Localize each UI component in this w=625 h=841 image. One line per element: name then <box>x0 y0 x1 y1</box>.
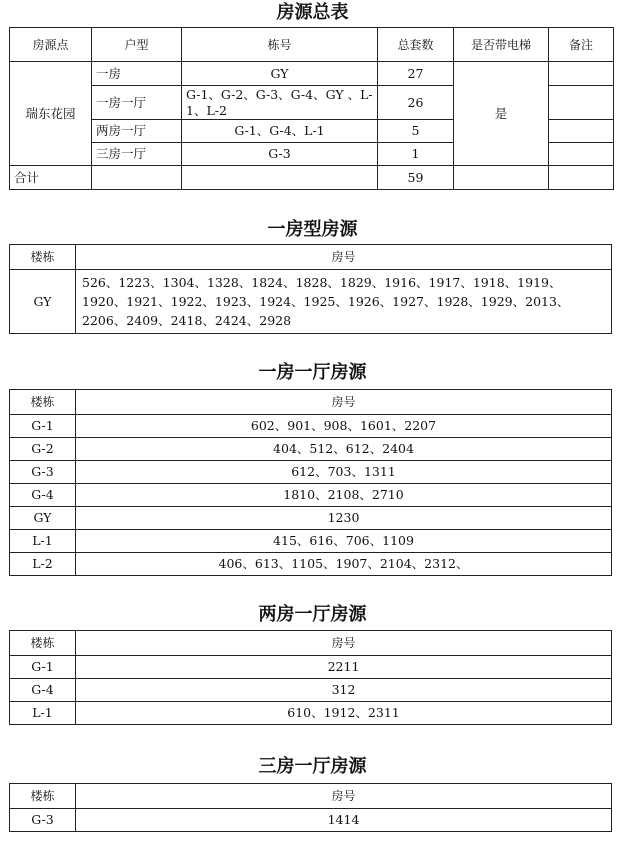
building-cell: GY <box>10 270 76 334</box>
notes-cell <box>549 62 614 86</box>
room-numbers-cell: 415、616、706、1109 <box>76 530 612 553</box>
building-cell: GY <box>10 507 76 530</box>
two-room-one-hall-table <box>9 630 612 725</box>
building-cell: G-4 <box>10 484 76 507</box>
table-row <box>10 415 612 438</box>
total-label: 合计 <box>10 166 92 190</box>
notes-cell <box>549 120 614 143</box>
unit-type: 一房 <box>92 62 182 86</box>
three-room-one-hall-header-row <box>10 784 612 809</box>
table-row <box>10 270 612 334</box>
building-cell: G-4 <box>10 679 76 702</box>
unit-type: 三房一厅 <box>92 143 182 166</box>
table-row <box>10 461 612 484</box>
table-row <box>10 702 612 725</box>
building-cell: L-1 <box>10 702 76 725</box>
one-room-table <box>9 244 612 334</box>
table-row <box>10 507 612 530</box>
room-numbers-cell: 602、901、908、1601、2207 <box>76 415 612 438</box>
two-room-one-hall-header-row <box>10 631 612 656</box>
header-building: 楼栋 <box>10 631 76 656</box>
one-room-one-hall-title: 一房一厅房源 <box>258 362 367 383</box>
building-cell: G-2 <box>10 438 76 461</box>
room-numbers-cell: 1810、2108、2710 <box>76 484 612 507</box>
elevator-value: 是 <box>454 62 549 166</box>
one-room-title: 一房型房源 <box>267 219 358 240</box>
unit-type: 两房一厅 <box>92 120 182 143</box>
two-room-one-hall-title: 两房一厅房源 <box>258 604 367 625</box>
room-numbers-cell: 2211 <box>76 656 612 679</box>
room-numbers-cell: 526、1223、1304、1328、1824、1828、1829、1916、1917、1918、1919、1920、1921、1922、1923、1924、1925、1926、1927、1928、1929、2013、2206、2409、2418、2424、2928 <box>76 270 612 334</box>
empty-cell <box>454 166 549 190</box>
table-row <box>10 62 614 86</box>
building-cell: G-1 <box>10 415 76 438</box>
header-building: 楼栋 <box>10 245 76 270</box>
building-cell: L-1 <box>10 530 76 553</box>
table-row <box>10 484 612 507</box>
header-room-numbers: 房号 <box>76 784 612 809</box>
header-room-numbers: 房号 <box>76 245 612 270</box>
empty-cell <box>182 166 378 190</box>
building-list: G-3 <box>182 143 378 166</box>
room-numbers-cell: 610、1912、2311 <box>76 702 612 725</box>
header-notes: 备注 <box>549 28 614 62</box>
building-cell: L-2 <box>10 553 76 576</box>
total-row <box>10 166 614 190</box>
one-room-one-hall-table <box>9 389 612 576</box>
unit-count: 1 <box>378 143 454 166</box>
building-cell: G-3 <box>10 461 76 484</box>
room-numbers-cell: 406、613、1105、1907、2104、2312、 <box>76 553 612 576</box>
three-room-one-hall-table <box>9 783 612 832</box>
room-numbers-cell: 1230 <box>76 507 612 530</box>
room-numbers-cell: 404、512、612、2404 <box>76 438 612 461</box>
building-list: GY <box>182 62 378 86</box>
notes-cell <box>549 86 614 120</box>
three-room-one-hall-title: 三房一厅房源 <box>258 756 367 777</box>
header-site: 房源点 <box>10 28 92 62</box>
building-cell: G-3 <box>10 809 76 832</box>
one-room-one-hall-header-row <box>10 390 612 415</box>
unit-type: 一房一厅 <box>92 86 182 120</box>
empty-cell <box>549 166 614 190</box>
header-type: 户型 <box>92 28 182 62</box>
room-numbers-cell: 612、703、1311 <box>76 461 612 484</box>
summary-title: 房源总表 <box>276 2 349 23</box>
summary-table <box>9 27 614 190</box>
table-row <box>10 438 612 461</box>
table-row <box>10 553 612 576</box>
header-buildings: 栋号 <box>182 28 378 62</box>
room-numbers-cell: 1414 <box>76 809 612 832</box>
table-row <box>10 809 612 832</box>
header-count: 总套数 <box>378 28 454 62</box>
header-building: 楼栋 <box>10 784 76 809</box>
header-building: 楼栋 <box>10 390 76 415</box>
header-elevator: 是否带电梯 <box>454 28 549 62</box>
room-numbers-cell: 312 <box>76 679 612 702</box>
table-row <box>10 530 612 553</box>
site-name: 瑞东花园 <box>10 62 92 166</box>
table-row <box>10 679 612 702</box>
table-row <box>10 656 612 679</box>
building-list: G-1、G-2、G-3、G-4、GY 、L-1、L-2 <box>182 86 378 120</box>
one-room-header-row <box>10 245 612 270</box>
building-list: G-1、G-4、L-1 <box>182 120 378 143</box>
summary-header-row <box>10 28 614 62</box>
unit-count: 5 <box>378 120 454 143</box>
header-room-numbers: 房号 <box>76 631 612 656</box>
building-cell: G-1 <box>10 656 76 679</box>
unit-count: 26 <box>378 86 454 120</box>
unit-count: 27 <box>378 62 454 86</box>
empty-cell <box>92 166 182 190</box>
notes-cell <box>549 143 614 166</box>
header-room-numbers: 房号 <box>76 390 612 415</box>
total-count: 59 <box>378 166 454 190</box>
